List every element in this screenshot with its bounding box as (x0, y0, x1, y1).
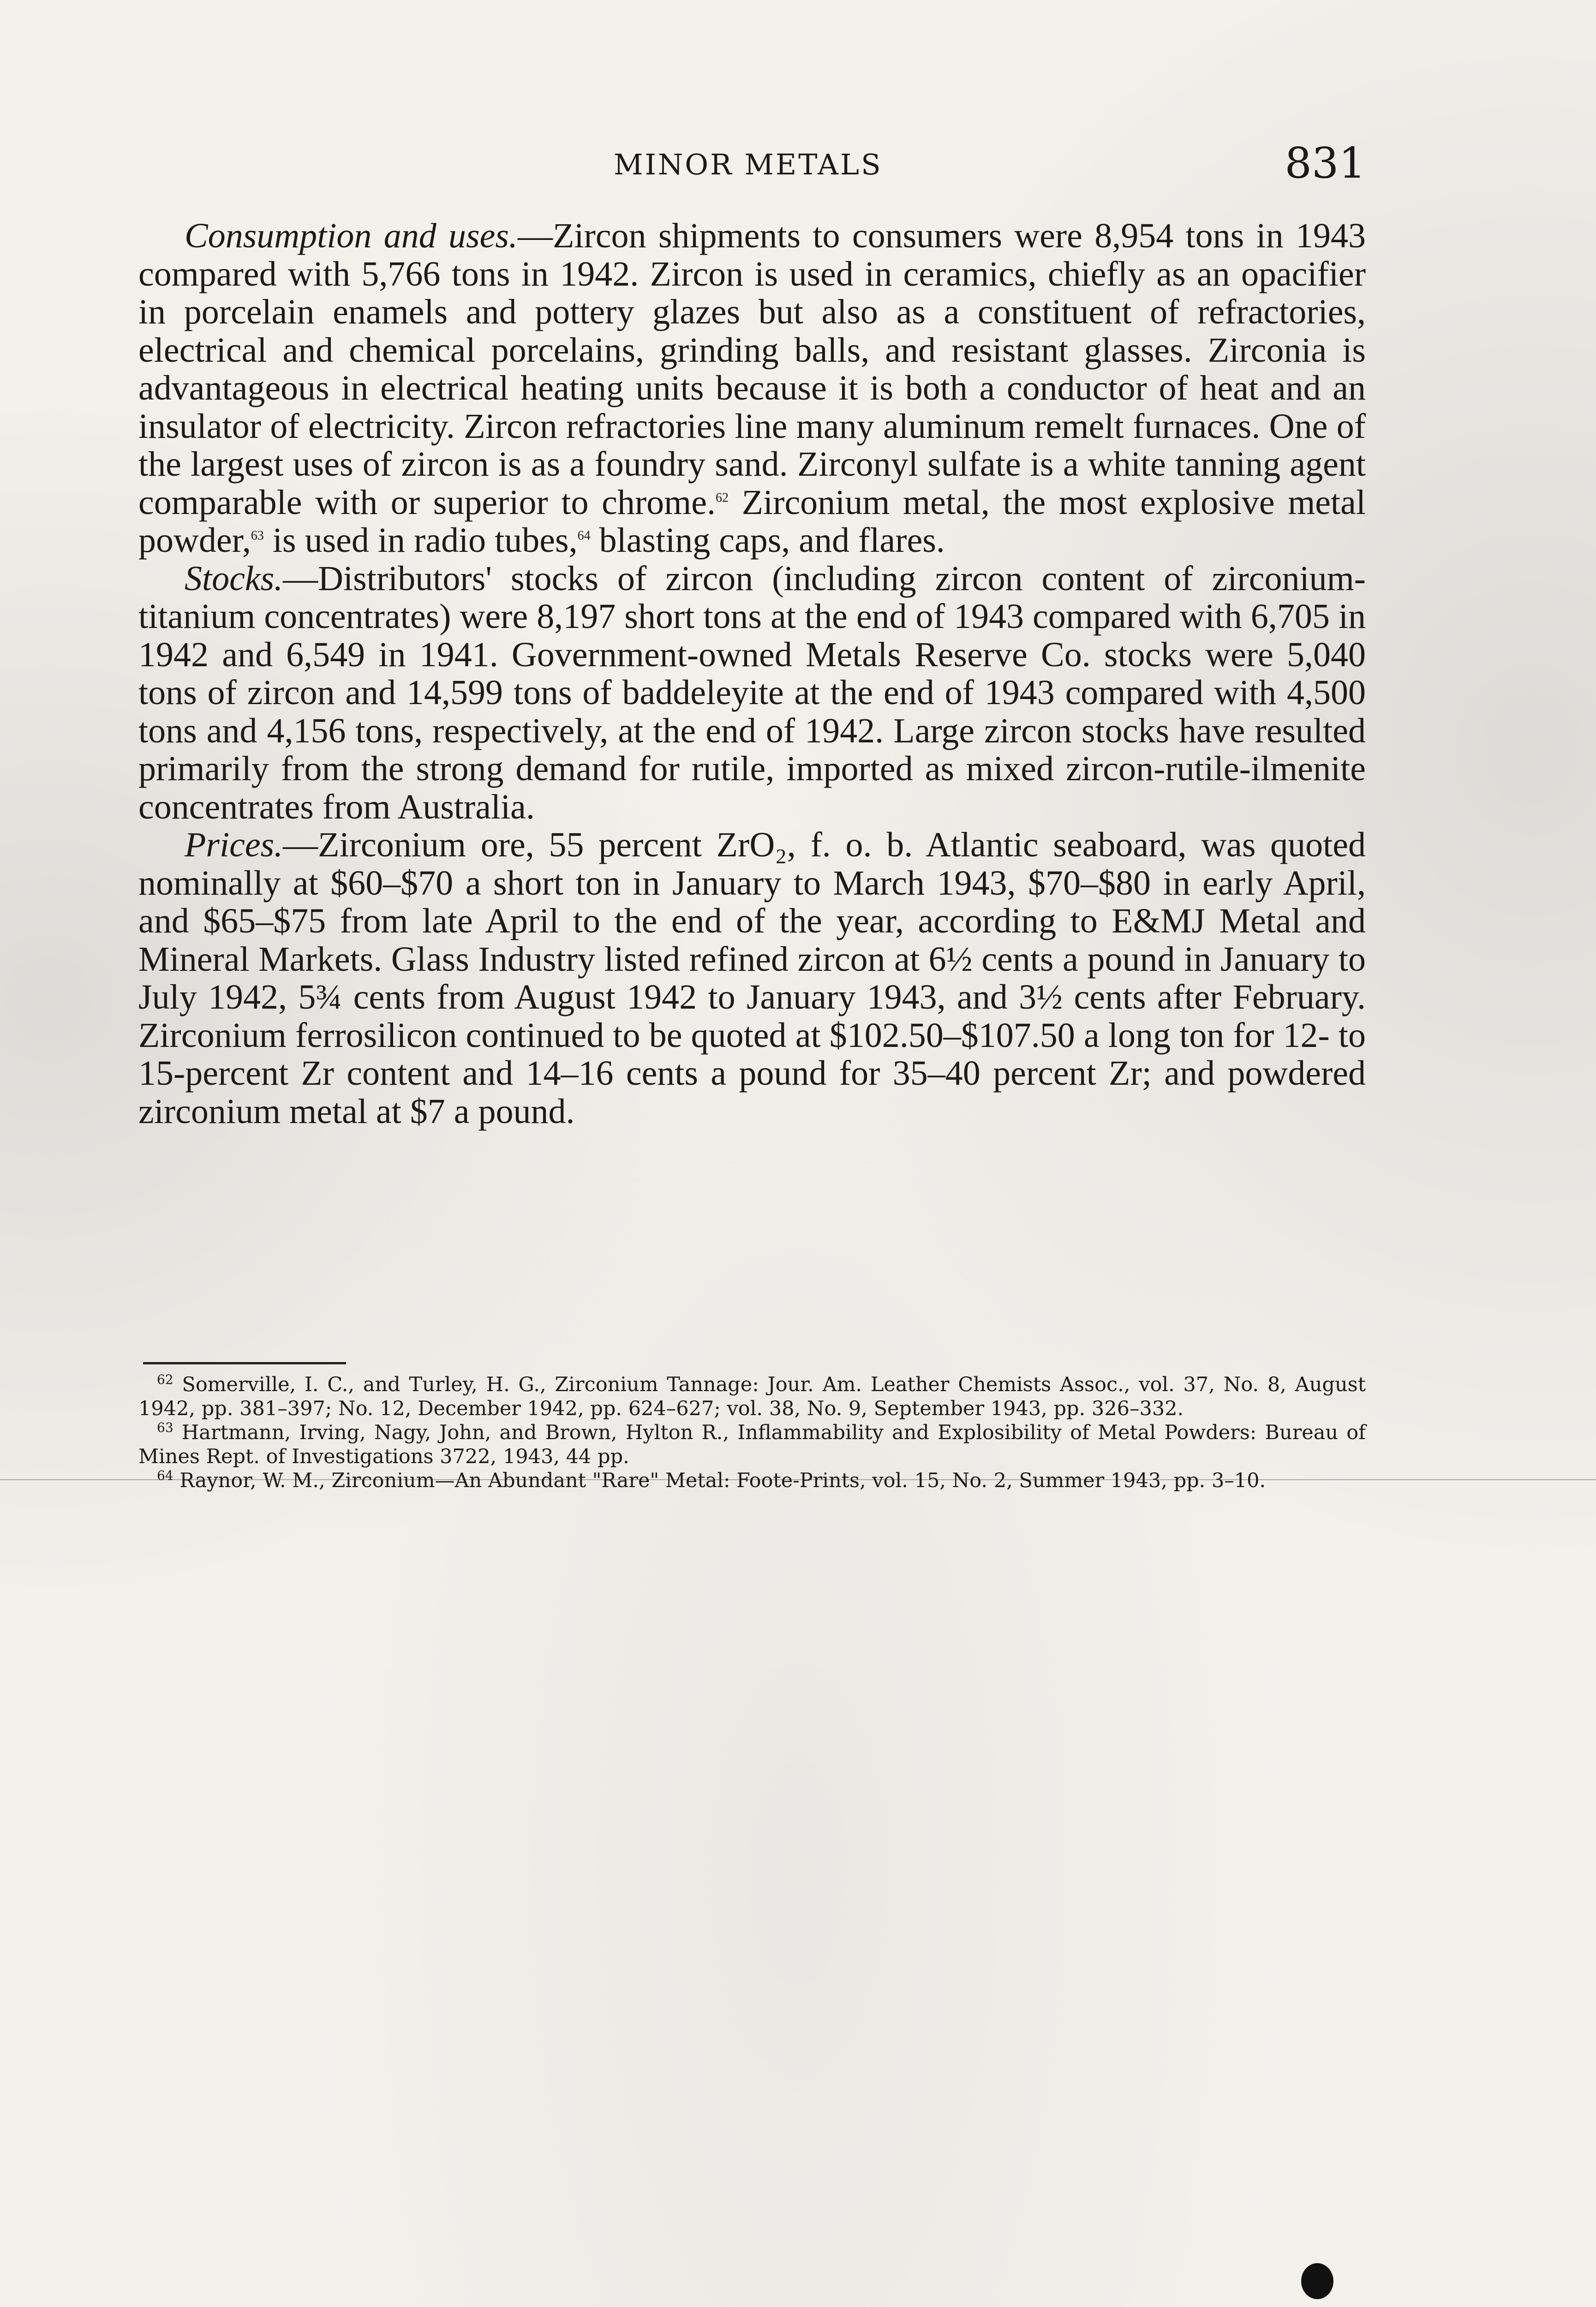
page-number: 831 (1285, 138, 1366, 188)
footnote-text: Somerville, I. C., and Turley, H. G., Zirconium Tannage: Jour. Am. Leather Chemists Assoc., vol. 37, No. 8, August 1942, pp. 381–397; No. 12, December 1942, pp. 624–627; vol. 38, No. 9, September 1943, pp. 326–332. (138, 1373, 1366, 1420)
ink-blot (1301, 2263, 1333, 2299)
footnote-marker: 63 (157, 1420, 173, 1435)
running-head: MINOR METALS (614, 148, 883, 181)
footnote-reference: 62 (715, 490, 729, 505)
paragraph-text: Zirconium metal, the most explosive metal powder, (138, 483, 1366, 560)
footnote-63 (138, 1421, 1366, 1469)
paragraph-heading: Prices. (185, 825, 283, 864)
footnote-text: Raynor, W. M., Zirconium—An Abundant "Rare" Metal: Foote-Prints, vol. 15, No. 2, Summer 1943, pp. 3–10. (173, 1469, 1266, 1492)
footnote-reference: 64 (577, 528, 591, 543)
footnote-marker: 62 (157, 1372, 173, 1387)
footnote-reference: 63 (251, 528, 264, 543)
footnote-62 (138, 1373, 1366, 1421)
page-header (138, 138, 1366, 189)
footnotes (138, 1373, 1366, 1493)
paragraph-stocks (138, 560, 1366, 826)
paragraph-text: —Distributors' stocks of zircon (including zircon content of zirconium-titanium concentrates) were 8,197 short tons at the end of 1943 compared with 6,705 in 1942 and 6,549 in 1941. Government-owned Metals Reserve Co. stocks were 5,040 tons of zircon and 14,599 tons of baddeleyite at the end of 1943 compared with 4,500 tons and 4,156 tons, respectively, at the end of 1942. Large zircon stocks have resulted primarily from the strong demand for rutile, imported as mixed zircon-rutile-ilmenite concentrates from Australia. (138, 559, 1366, 826)
paragraph-consumption (138, 217, 1366, 560)
footnote-marker: 64 (157, 1468, 173, 1483)
footnote-text: Hartmann, Irving, Nagy, John, and Brown, Hylton R., Inflammability and Explosibility of Metal Powders: Bureau of Mines Rept. of Investigations 3722, 1943, 44 pp. (138, 1421, 1366, 1468)
body-text (138, 217, 1366, 1130)
paragraph-text: is used in radio tubes, (263, 521, 578, 560)
paragraph-text: —Zirconium ore, 55 percent ZrO₂, f. o. b. Atlantic seaboard, was quoted nominally at $60–$70 a short ton in January to March 1943, $70–$80 in early April, and $65–$75 from late April to the end of the year, according to E&MJ Metal and Mineral Markets. Glass Industry listed refined zircon at 6½ cents a pound in January to July 1942, 5¾ cents from August 1942 to January 1943, and 3½ cents after February. Zirconium ferrosilicon continued to be quoted at $102.50–$107.50 a long ton for 12- to 15-percent Zr content and 14–16 cents a pound for 35–40 percent Zr; and powdered zirconium metal at $7 a pound. (138, 825, 1366, 1131)
paragraph-text: blasting caps, and flares. (590, 521, 945, 560)
paragraph-heading: Consumption and uses. (185, 216, 518, 255)
footnote-64 (138, 1469, 1366, 1493)
paragraph-heading: Stocks. (185, 559, 283, 598)
paragraph-text: —Zircon shipments to consumers were 8,954 tons in 1943 compared with 5,766 tons in 1942. Zircon is used in ceramics, chiefly as an opacifier in porcelain enamels and pottery glazes but also as a constituent of refractories, electrical and chemical porcelains, grinding balls, and resistant glasses. Zirconia is advantageous in electrical heating units because it is both a conductor of heat and an insulator of electricity. Zircon refractories line many aluminum remelt furnaces. One of the largest uses of zircon is as a foundry sand. Zirconyl sulfate is a white tanning agent comparable with or superior to chrome. (138, 216, 1366, 522)
footnote-rule (143, 1362, 346, 1364)
paragraph-prices (138, 826, 1366, 1130)
